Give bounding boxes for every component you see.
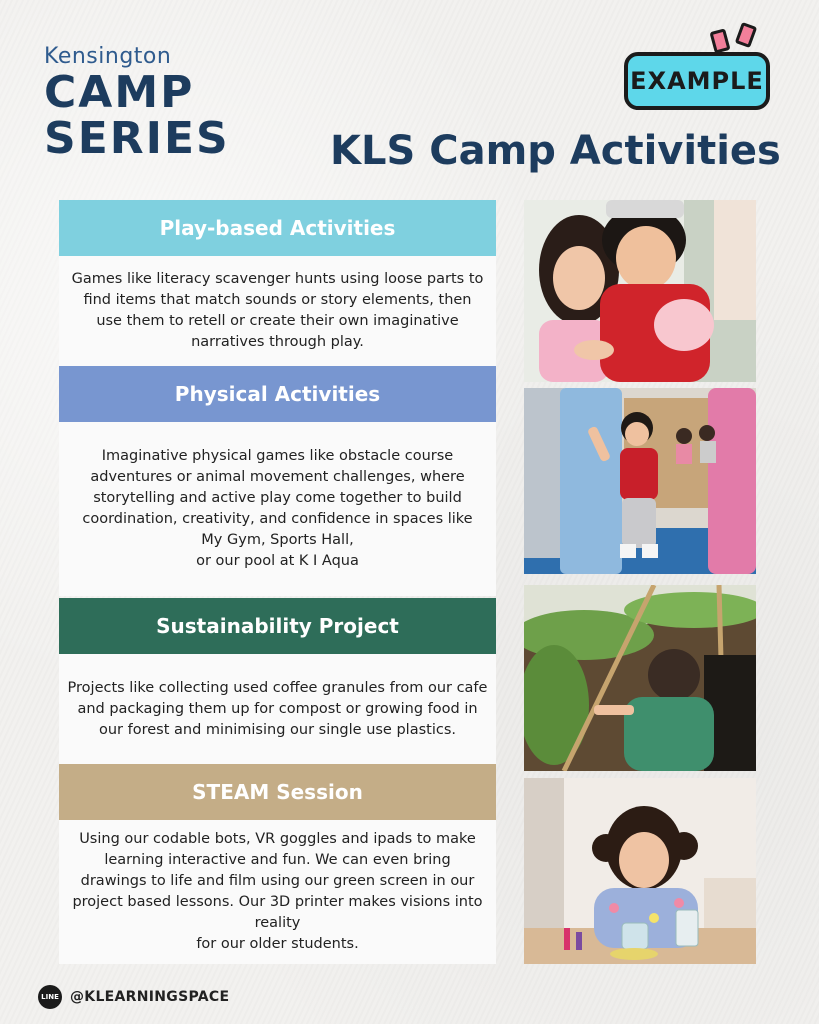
camp-series-logo [44,44,230,164]
photo-children-playing [524,200,756,382]
activity-card-sustainability [59,598,496,764]
badge-tick-right-icon [735,22,758,48]
activity-text-steam [59,820,496,964]
activity-card-play [59,200,496,366]
activity-text-steam-line2: for our older students. [196,936,359,952]
activity-heading-steam: STEAM Session [59,764,496,820]
footer-social [38,985,229,1009]
activity-text-physical-line2: or our pool at K I Aqua [196,553,359,569]
photo-sustainability-image [524,585,756,771]
activity-text-play: Games like literacy scavenger hunts using loose parts to find items that match sounds or story elements, then use them to retell or create their own imaginative narratives through play. [71,271,484,350]
activity-text-steam-line1: Using our codable bots, VR goggles and ipads to make learning interactive and fun. We can even bring drawings to life and film using our green screen in our project based lessons. Our 3D printer makes visions into reality [72,831,483,931]
logo-kensington: Kensington [44,44,172,69]
activity-card-physical [59,366,496,596]
photo-steam-session [524,778,756,964]
activity-text-physical [59,422,496,596]
activity-text-physical-line1: Imaginative physical games like obstacle course adventures or animal movement challenges, where storytelling and active play come together to build coordination, creativity, and confidence in spaces like My Gym, Sports Hall, [82,448,473,548]
social-handle[interactable]: @KLEARNINGSPACE [70,989,230,1005]
badge-tick-left-icon [709,28,730,53]
logo-series: SERIES [44,113,230,164]
photo-steam-image [524,778,756,964]
activity-heading-sustainability: Sustainability Project [59,598,496,654]
line-app-icon[interactable]: LINE [38,985,62,1009]
page-title: KLS Camp Activities [330,128,781,174]
logo-camp: CAMP [44,67,195,118]
activity-heading-physical: Physical Activities [59,366,496,422]
photo-physical-activity [524,388,756,574]
photo-children-playing-image [524,200,756,382]
activity-text-sustainability: Projects like collecting used coffee granules from our cafe and packaging them up for compost or growing food in our forest and minimising our single use plastics. [67,679,488,738]
photo-physical-activity-image [524,388,756,574]
photo-sustainability-project [524,585,756,771]
activity-heading-play: Play-based Activities [59,200,496,256]
activity-card-steam [59,764,496,964]
example-badge: EXAMPLE [624,52,770,110]
